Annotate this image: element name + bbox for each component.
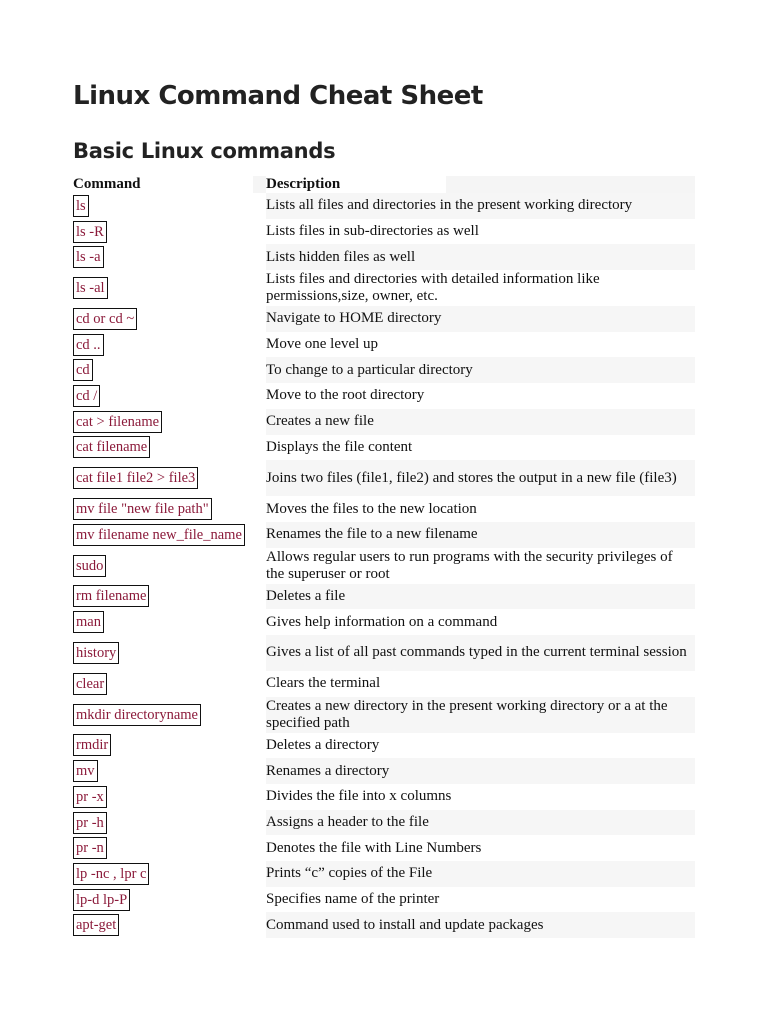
header-description: Description bbox=[266, 176, 695, 193]
command-code: lp -nc , lpr c bbox=[73, 863, 149, 885]
command-cell bbox=[73, 548, 266, 584]
description-cell: Joins two files (file1, file2) and stores the output in a new file (file3) bbox=[266, 460, 695, 496]
command-cell bbox=[73, 383, 266, 409]
page-title: Linux Command Cheat Sheet bbox=[73, 81, 483, 111]
command-cell bbox=[73, 912, 266, 938]
header-command: Command bbox=[73, 176, 266, 193]
command-code: man bbox=[73, 611, 104, 633]
table-row bbox=[73, 784, 695, 810]
command-code: mv bbox=[73, 760, 98, 782]
command-code: ls bbox=[73, 195, 89, 217]
description-cell: Clears the terminal bbox=[266, 675, 381, 692]
table-row bbox=[73, 219, 695, 245]
command-table bbox=[73, 176, 695, 938]
command-cell bbox=[73, 810, 266, 836]
description-cell: Denotes the file with Line Numbers bbox=[266, 839, 482, 856]
table-row bbox=[73, 306, 695, 332]
command-cell bbox=[73, 861, 266, 887]
table-row bbox=[73, 584, 695, 610]
table-row bbox=[73, 548, 695, 584]
command-code: lp-d lp-P bbox=[73, 889, 130, 911]
description-cell: Lists hidden files as well bbox=[266, 244, 695, 270]
table-row bbox=[73, 810, 695, 836]
command-code: pr -x bbox=[73, 786, 107, 808]
command-cell bbox=[73, 244, 266, 270]
description-cell: Move one level up bbox=[266, 336, 379, 353]
table-row bbox=[73, 912, 695, 938]
table-row bbox=[73, 244, 695, 270]
table-row bbox=[73, 758, 695, 784]
description-cell: Specifies name of the printer bbox=[266, 891, 440, 908]
description-cell: Renames a directory bbox=[266, 758, 695, 784]
table-row bbox=[73, 270, 695, 306]
command-code: mv file "new file path" bbox=[73, 498, 212, 520]
description-cell: Creates a new file bbox=[266, 409, 695, 435]
command-code: cat > filename bbox=[73, 411, 162, 433]
description-cell: Deletes a file bbox=[266, 584, 695, 610]
table-row bbox=[73, 409, 695, 435]
command-cell bbox=[73, 496, 266, 522]
table-row bbox=[73, 460, 695, 496]
command-code: sudo bbox=[73, 555, 106, 577]
description-cell: Moves the files to the new location bbox=[266, 500, 477, 517]
section-title: Basic Linux commands bbox=[73, 139, 336, 163]
description-cell: Allows regular users to run programs with the security privileges of the superuser or root bbox=[266, 548, 673, 582]
command-code: cat file1 file2 > file3 bbox=[73, 467, 198, 489]
table-header-row bbox=[73, 176, 695, 193]
command-cell bbox=[73, 733, 266, 759]
command-cell bbox=[73, 219, 266, 245]
description-cell: Displays the file content bbox=[266, 438, 413, 455]
command-code: apt-get bbox=[73, 914, 119, 936]
command-code: pr -n bbox=[73, 837, 107, 859]
command-cell bbox=[73, 270, 266, 306]
command-code: pr -h bbox=[73, 812, 107, 834]
command-code: ls -R bbox=[73, 221, 107, 243]
table-row bbox=[73, 635, 695, 671]
command-cell bbox=[73, 697, 266, 733]
table-row bbox=[73, 733, 695, 759]
table-row bbox=[73, 496, 695, 522]
description-cell: Lists files and directories with detailed information like permissions,size, owner, etc. bbox=[266, 271, 600, 305]
table-row bbox=[73, 671, 695, 697]
command-code: mkdir directoryname bbox=[73, 704, 201, 726]
command-cell bbox=[73, 193, 266, 219]
command-code: cd / bbox=[73, 385, 100, 407]
description-cell: Creates a new directory in the present working directory or a at the specified path bbox=[266, 697, 695, 733]
command-code: cd bbox=[73, 359, 93, 381]
description-cell: Gives a list of all past commands typed in the current terminal session bbox=[266, 635, 695, 671]
command-code: cd .. bbox=[73, 334, 104, 356]
command-cell bbox=[73, 522, 266, 548]
description-cell: Move to the root directory bbox=[266, 387, 425, 404]
description-cell: Assigns a header to the file bbox=[266, 810, 695, 836]
description-cell: To change to a particular directory bbox=[266, 357, 695, 383]
command-cell bbox=[73, 306, 266, 332]
table-row bbox=[73, 435, 695, 461]
table-row bbox=[73, 332, 695, 358]
command-cell bbox=[73, 435, 266, 461]
command-cell bbox=[73, 609, 266, 635]
description-cell: Lists files in sub-directories as well bbox=[266, 223, 479, 240]
command-cell bbox=[73, 357, 266, 383]
description-cell: Navigate to HOME directory bbox=[266, 306, 695, 332]
command-cell bbox=[73, 835, 266, 861]
command-cell bbox=[73, 584, 266, 610]
command-code: clear bbox=[73, 673, 107, 695]
command-cell bbox=[73, 784, 266, 810]
command-code: history bbox=[73, 642, 119, 664]
table-row bbox=[73, 357, 695, 383]
table-row bbox=[73, 887, 695, 913]
description-cell: Gives help information on a command bbox=[266, 613, 498, 630]
table-row bbox=[73, 522, 695, 548]
command-cell bbox=[73, 635, 266, 671]
description-cell: Prints “c” copies of the File bbox=[266, 861, 695, 887]
command-cell bbox=[73, 758, 266, 784]
command-code: rmdir bbox=[73, 734, 111, 756]
command-code: ls -al bbox=[73, 277, 108, 299]
command-code: cd or cd ~ bbox=[73, 308, 137, 330]
command-cell bbox=[73, 332, 266, 358]
description-cell: Command used to install and update packages bbox=[266, 912, 695, 938]
table-row bbox=[73, 609, 695, 635]
command-cell bbox=[73, 671, 266, 697]
table-row bbox=[73, 697, 695, 733]
table-row bbox=[73, 193, 695, 219]
description-cell: Renames the file to a new filename bbox=[266, 522, 695, 548]
table-row bbox=[73, 383, 695, 409]
description-cell: Lists all files and directories in the present working directory bbox=[266, 193, 695, 219]
command-cell bbox=[73, 887, 266, 913]
table-row bbox=[73, 861, 695, 887]
command-cell bbox=[73, 409, 266, 435]
command-code: ls -a bbox=[73, 246, 104, 268]
command-code: cat filename bbox=[73, 436, 150, 458]
description-cell: Divides the file into x columns bbox=[266, 788, 452, 805]
document-page bbox=[73, 78, 695, 938]
command-code: rm filename bbox=[73, 585, 149, 607]
command-code: mv filename new_file_name bbox=[73, 524, 245, 546]
table-row bbox=[73, 835, 695, 861]
description-cell: Deletes a directory bbox=[266, 736, 380, 753]
command-cell bbox=[73, 460, 266, 496]
